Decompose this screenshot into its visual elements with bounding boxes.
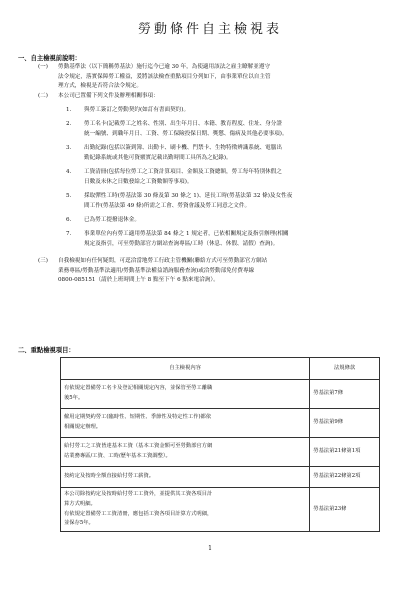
item-3-number: (三) (38, 258, 48, 264)
row-law: 勞基法第21條第1項 (310, 438, 380, 467)
subitem-4-text: 工資清冊(包括每位勞工之工資計算項目、金額及工資總額，勞工每年特別休假之 日數及未休之日數發給之工資數額等事項)。 (84, 169, 282, 185)
inspection-table (60, 357, 380, 532)
row-content: 有依規定置備勞工名卡及登記相關規定內容，並保管至勞工離職 後5年。 (61, 380, 310, 409)
column-header-content: 自主檢視內容 (61, 358, 310, 380)
table-row (61, 488, 380, 532)
table-header-row (61, 358, 380, 380)
subitem-5-text: 採取彈性工時(勞基法第 30 條及第 30 條之 1)、延長工時(勞基法第 32 條)及女性夜 間工作(勞基法第 49 條)所需之工會、勞資會議及勞工同意之文件。 (84, 193, 293, 209)
subitem-7-number: 7. (66, 231, 72, 237)
subitem-1-text: 與勞工簽訂之勞動契約(如訂有書面契約)。 (84, 107, 190, 113)
item-1-text: 勞動基準法（以下簡稱勞基法）施行迄今已逾 30 年，為使適用該法之雇主瞭解並遵守 法令規定，落實保障勞工權益，爰將該法檢查重點項目分列如下，由事業單位以自主管 理方式，檢視是否符合法令規定。 (58, 64, 271, 90)
subitem-1-number: 1. (66, 107, 72, 113)
section-2-heading: 二、重點檢視項目： (18, 347, 75, 354)
subitem-5-number: 5. (66, 193, 72, 199)
table-row (61, 438, 380, 467)
subitem-4-number: 4. (66, 169, 72, 175)
subitem-6-number: 6. (66, 217, 72, 223)
row-law: 勞基法第7條 (310, 380, 380, 409)
row-law: 勞基法第9條 (310, 409, 380, 438)
subitem-3-text: 出勤紀錄(包括以簽到簿、出勤卡、刷卡機、門禁卡、生物特徵辨識系統、電腦出 勤紀錄系統或其他可資覈實記載出勤時間工具所為之紀錄)。 (84, 145, 282, 161)
row-content: 本公司除按約定及按時給付勞工工資外，並提供其工資各項目計 算方式明細。 有依規定置備勞工工資清冊，應包括工資各項目計算方式明細， 並保存5年。 (61, 488, 310, 532)
column-header-law: 法規條款 (310, 358, 380, 380)
page-title: 勞動條件自主檢視表 (137, 22, 282, 37)
subitem-2-number: 2. (66, 121, 72, 127)
row-content: 僱用定期契約勞工(臨時性、短期性、季節性及特定性工作)都依 相關規定辦理。 (61, 409, 310, 438)
item-2-text: 本公司已置備下列文件及辦理相關事項： (58, 93, 159, 99)
item-2-number: (二) (38, 93, 48, 99)
row-law: 勞基法第23條 (310, 488, 380, 532)
table-row (61, 409, 380, 438)
subitem-2-text: 勞工名卡(記載勞工之姓名、性別、出生年月日、本籍、教育程度、住址、身分證 統一編號、到職年月日、工資、勞工保險投保日期、獎懲、傷病及其他必要事項)。 (84, 121, 288, 137)
row-content: 按約定及按時全額直接給付勞工薪資。 (61, 467, 310, 488)
row-content: 給付勞工之工資皆達基本工資（基本工資金額可至勞動部官方網 站業務專區/工資、工時/歷年基本工資調整）。 (61, 438, 310, 467)
table-row (61, 467, 380, 488)
section-1-heading: 一、自主檢視前說明： (18, 55, 81, 62)
subitem-7-text: 事業單位內有勞工適用勞基法第 84 條之 1 規定者，已依相關規定及指引辦理(相關 規定及指引，可至勞動部官方網站查詢專區/工時（休息、休假、請假）查詢)。 (84, 231, 289, 247)
item-3-text: 自我檢視如有任何疑問，可逕洽當地勞工行政主管機關(聯絡方式可至勞動部官方網站 業務專區/勞動基準法適用/勞動基準法權益諮詢服務查詢)或洽勞動部免付費專線 0800-085151（請於上班時間上午 8 點至下午 6 點來電洽詢）。 (58, 258, 268, 284)
subitem-3-number: 3. (66, 145, 72, 151)
page-number: 1 (208, 545, 212, 552)
row-law: 勞基法第22條第2項 (310, 467, 380, 488)
subitem-6-text: 已為勞工提撥退休金。 (84, 217, 140, 223)
item-1-number: (一) (38, 64, 48, 70)
table-row (61, 380, 380, 409)
